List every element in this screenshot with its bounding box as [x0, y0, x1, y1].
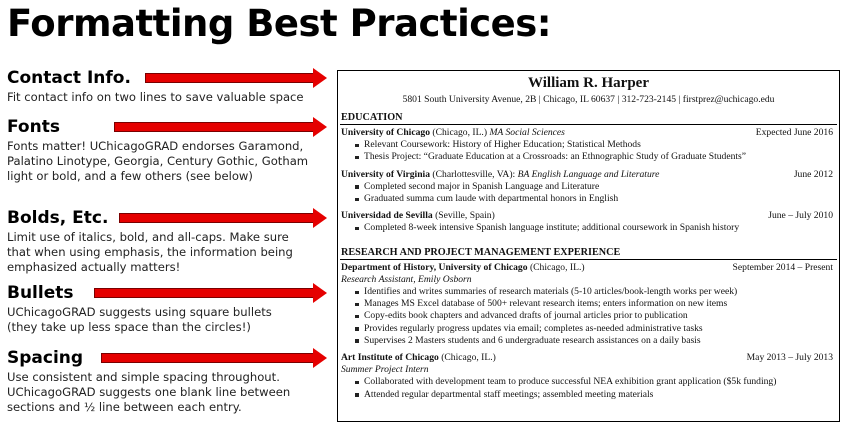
section-heading-education: EDUCATION	[340, 112, 837, 125]
entry-org: Universidad de Sevilla	[341, 210, 433, 222]
entry-degree: MA Social Sciences	[489, 127, 565, 138]
bullet-item: Provides regularly progress updates via email; completes as-needed administrative tasks	[341, 323, 833, 335]
bullet-item: Copy-edits book chapters and advanced drafts of journal articles prior to publication	[341, 310, 833, 322]
resume-entry	[338, 127, 839, 164]
entry-org: University of Virginia	[341, 168, 431, 180]
bullet-item: Completed second major in Spanish Language and Literature	[341, 181, 833, 193]
tip-spacing	[7, 346, 333, 415]
entry-date: Expected June 2016	[755, 127, 833, 138]
section-heading-research: RESEARCH AND PROJECT MANAGEMENT EXPERIENCE	[340, 247, 837, 260]
entry-org: Art Institute of Chicago	[341, 352, 439, 364]
arrow-right-icon	[145, 72, 327, 84]
resume-contact: 5801 South University Avenue, 2B | Chicago, IL 60637 | 312-723-2145 | firstprez@uchicago.edu	[402, 94, 775, 105]
tip-contact-info	[7, 66, 333, 105]
tip-text: UChicagoGRAD suggests using square bullets (they take up less space than the circles!)	[7, 305, 272, 334]
arrow-right-icon	[114, 121, 327, 133]
entry-location: (Chicago, IL.)	[441, 352, 496, 364]
entry-location: (Charlottesville, VA):	[432, 168, 516, 180]
bullet-item: Supervises 2 Masters students and 6 undergraduate research assistances on a daily basis	[341, 335, 833, 347]
bullet-item: Attended regular departmental staff meetings; assembled meeting materials	[341, 389, 833, 401]
entry-org: Department of History, University of Chicago	[341, 261, 528, 273]
bullet-item: Relevant Coursework: History of Higher Education; Statistical Methods	[341, 139, 833, 151]
tip-heading: Fonts	[7, 117, 60, 137]
tip-fonts	[7, 115, 333, 184]
entry-location: (Chicago, IL.)	[529, 261, 585, 273]
entry-date: May 2013 – July 2013	[746, 352, 833, 364]
tip-text: Fonts matter! UChicagoGRAD endorses Garamond, Palatino Linotype, Georgia, Century Gothic, Gotham light or bold, and a few others (see below)	[7, 139, 309, 183]
tip-text: Use consistent and simple spacing throughout. UChicagoGRAD suggests one blank line between sections and ½ line between each entry.	[7, 370, 291, 414]
bullet-item: Identifies and writes summaries of research materials (5-10 articles/book-length works per week)	[341, 286, 833, 298]
bullet-item: Thesis Project: “Graduate Education at a Crossroads: an Ethnographic Study of Graduate Students”	[341, 151, 833, 163]
bullet-item: Collaborated with development team to produce successful NEA exhibition grant application ($5k funding)	[341, 376, 833, 388]
tip-bolds	[7, 206, 333, 275]
tip-bullets	[7, 281, 333, 335]
tip-heading: Contact Info.	[7, 68, 131, 88]
entry-org: University of Chicago	[341, 127, 430, 138]
arrow-right-icon	[101, 352, 327, 364]
tip-heading: Bolds, Etc.	[7, 208, 109, 228]
bullet-item: Graduated summa cum laude with departmental honors in English	[341, 193, 833, 205]
tip-text: Limit use of italics, bold, and all-caps. Make sure that when using emphasis, the information being emphasized actually matters!	[7, 230, 293, 274]
tip-heading: Bullets	[7, 283, 74, 303]
entry-location: (Seville, Spain)	[435, 210, 495, 222]
arrow-right-icon	[119, 212, 327, 224]
tip-heading: Spacing	[7, 348, 84, 368]
entry-role: Research Assistant, Emily Osborn	[341, 273, 472, 285]
entry-date: September 2014 – Present	[732, 261, 833, 273]
page-title: Formatting Best Practices:	[7, 2, 552, 45]
entry-role: Summer Project Intern	[341, 364, 429, 376]
entry-date: June 2012	[793, 168, 833, 180]
tip-text: Fit contact info on two lines to save valuable space	[7, 90, 304, 104]
resume-entry	[338, 210, 839, 234]
entry-degree: BA English Language and Literature	[517, 168, 660, 180]
entry-location: (Chicago, IL.)	[432, 127, 488, 138]
bullet-item: Manages MS Excel database of 500+ relevant research items; enters information on new items	[341, 298, 833, 310]
arrow-right-icon	[94, 287, 327, 299]
resume-entry	[338, 352, 839, 401]
resume-sample	[337, 70, 840, 422]
entry-date: June – July 2010	[768, 210, 833, 222]
resume-entry	[338, 262, 839, 347]
resume-entry	[338, 169, 839, 206]
resume-name: William R. Harper	[528, 75, 649, 91]
bullet-item: Completed 8-week intensive Spanish language institute; additional coursework in Spanish history	[341, 222, 833, 234]
